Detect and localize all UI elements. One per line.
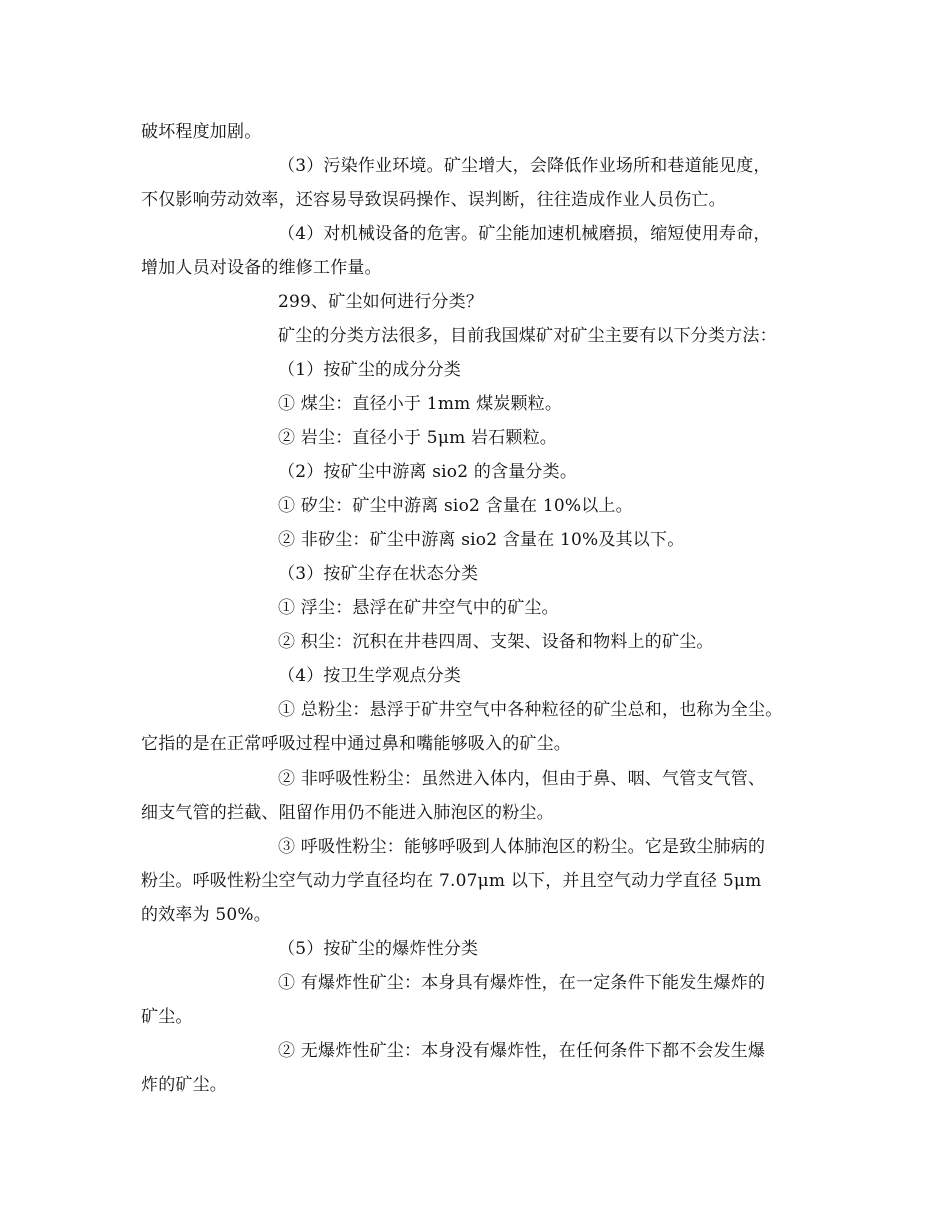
text-line: ① 矽尘：矿尘中游离 sio2 含量在 10%以上。 xyxy=(278,496,633,516)
text-line: 破坏程度加剧。 xyxy=(141,122,262,142)
text-line: 炸的矿尘。 xyxy=(141,1075,227,1095)
text-line: （1）按矿尘的成分分类 xyxy=(278,360,462,380)
text-line: 矿尘的分类方法很多，目前我国煤矿对矿尘主要有以下分类方法： xyxy=(278,326,777,346)
text-line: （4）按卫生学观点分类 xyxy=(278,666,462,686)
text-line: 不仅影响劳动效率，还容易导致误码操作、误判断，往往造成作业人员伤亡。 xyxy=(141,190,726,210)
text-line: ① 总粉尘：悬浮于矿井空气中各种粒径的矿尘总和，也称为全尘。 xyxy=(278,700,783,720)
text-line: 粉尘。呼吸性粉尘空气动力学直径均在 7.07μm 以下，并且空气动力学直径 5μm xyxy=(141,871,762,891)
text-line: ② 非呼吸性粉尘：虽然进入体内，但由于鼻、咽、气管支气管、 xyxy=(278,769,766,789)
text-line: （3）污染作业环境。矿尘增大，会降低作业场所和巷道能见度， xyxy=(278,156,771,176)
text-line: ③ 呼吸性粉尘：能够呼吸到人体肺泡区的粉尘。它是致尘肺病的 xyxy=(278,837,766,857)
text-line: 细支气管的拦截、阻留作用仍不能进入肺泡区的粉尘。 xyxy=(141,803,554,823)
text-line: ② 岩尘：直径小于 5μm 岩石颗粒。 xyxy=(278,428,557,448)
text-line: （2）按矿尘中游离 sio2 的含量分类。 xyxy=(278,462,578,482)
text-line: 的效率为 50%。 xyxy=(141,905,271,925)
text-line: ① 煤尘：直径小于 1mm 煤炭颗粒。 xyxy=(278,394,563,414)
text-line: ① 浮尘：悬浮在矿井空气中的矿尘。 xyxy=(278,598,559,618)
text-line: 矿尘。 xyxy=(141,1007,193,1027)
text-line: ① 有爆炸性矿尘：本身具有爆炸性，在一定条件下能发生爆炸的 xyxy=(278,973,766,993)
text-line: （5）按矿尘的爆炸性分类 xyxy=(278,939,479,959)
question-heading: 299、矿尘如何进行分类？ xyxy=(278,292,484,312)
text-line: ② 积尘：沉积在井巷四周、支架、设备和物料上的矿尘。 xyxy=(278,632,714,652)
text-line: （3）按矿尘存在状态分类 xyxy=(278,564,479,584)
text-line: ② 无爆炸性矿尘：本身没有爆炸性，在任何条件下都不会发生爆 xyxy=(278,1041,766,1061)
text-line: （4）对机械设备的危害。矿尘能加速机械磨损，缩短使用寿命， xyxy=(278,224,771,244)
text-line: ② 非矽尘：矿尘中游离 sio2 含量在 10%及其以下。 xyxy=(278,530,685,550)
text-line: 它指的是在正常呼吸过程中通过鼻和嘴能够吸入的矿尘。 xyxy=(141,734,571,754)
text-line: 增加人员对设备的维修工作量。 xyxy=(141,258,382,278)
